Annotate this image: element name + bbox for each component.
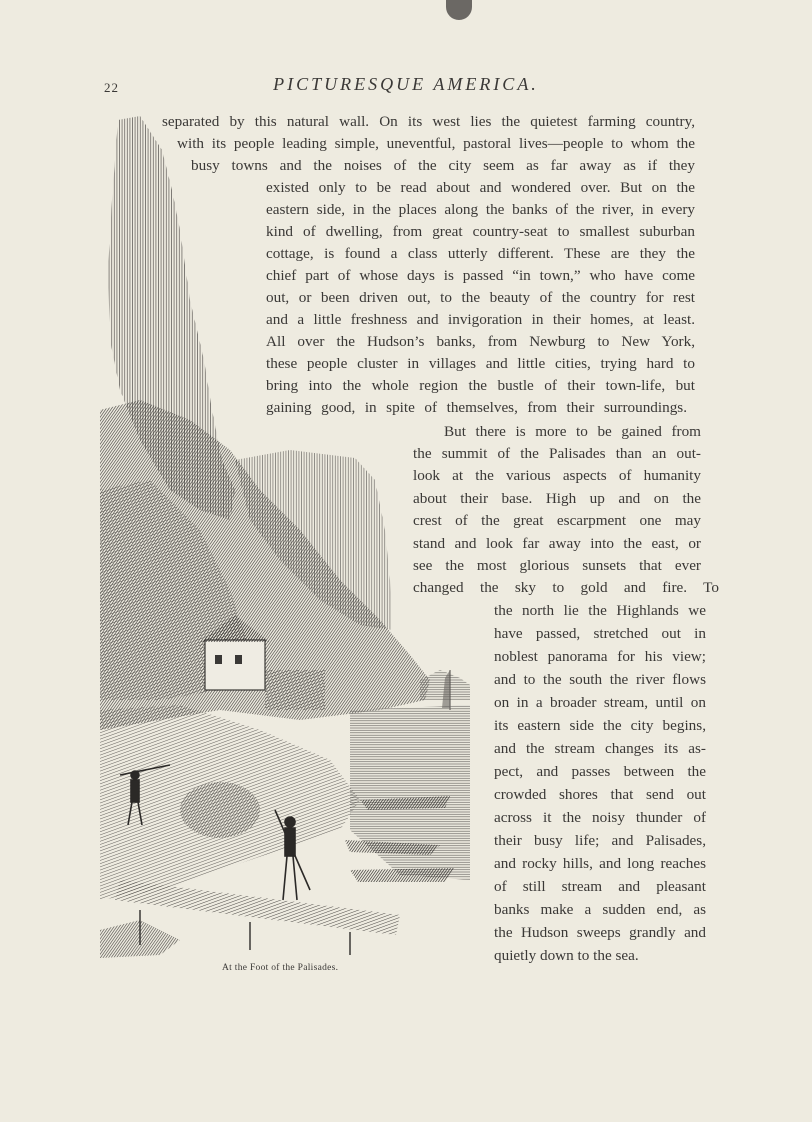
text-line: of still stream and pleasant (494, 878, 706, 895)
text-line: these people cluster in villages and little cities, trying hard to (266, 355, 695, 372)
illustration-caption: At the Foot of the Palisades. (222, 963, 339, 973)
text-line: on in a broader stream, until on (494, 694, 706, 711)
text-line: gaining good, in spite of themselves, from their surroundings. (266, 399, 687, 416)
text-line: about their base. High up and on the (413, 490, 701, 507)
text-line: separated by this natural wall. On its west lies the quietest farming country, (162, 113, 695, 130)
text-line: busy towns and the noises of the city seem as far away as if they (191, 157, 695, 174)
text-line: pect, and passes between the (494, 763, 706, 780)
text-line: look at the various aspects of humanity (413, 467, 701, 484)
text-line: have passed, stretched out in (494, 625, 706, 642)
text-line: noblest panorama for his view; (494, 648, 706, 665)
text-line: crest of the great escarpment one may (413, 512, 701, 529)
text-line: and to the south the river flows (494, 671, 706, 688)
text-line: and the stream changes its as- (494, 740, 706, 757)
text-line: out, or been driven out, to the beauty of the country for rest (266, 289, 695, 306)
text-line: the north lie the Highlands we (494, 602, 706, 619)
text-line: with its people leading simple, uneventful, pastoral lives—people to whom the (177, 135, 695, 152)
text-line: the summit of the Palisades than an out- (413, 445, 701, 462)
text-line: bring into the whole region the bustle of their town-life, but (266, 377, 695, 394)
text-line: across it the noisy thunder of (494, 809, 706, 826)
binding-hole (446, 0, 472, 20)
text-line: existed only to be read about and wondered over. But on the (266, 179, 695, 196)
text-line: see the most glorious sunsets that ever (413, 557, 701, 574)
text-line: kind of dwelling, from great country-seat to smallest suburban (266, 223, 695, 240)
text-line: But there is more to be gained from (444, 423, 701, 440)
running-title: PICTURESQUE AMERICA. (273, 74, 539, 94)
text-line: crowded shores that send out (494, 786, 706, 803)
text-line: changed the sky to gold and fire. To (413, 579, 719, 596)
text-line: its eastern side the city begins, (494, 717, 706, 734)
text-line: stand and look far away into the east, or (413, 535, 701, 552)
text-line: and rocky hills, and long reaches (494, 855, 706, 872)
text-line: All over the Hudson’s banks, from Newburg to New York, (266, 333, 695, 350)
text-line: their busy life; and Palisades, (494, 832, 706, 849)
page-number: 22 (104, 80, 119, 95)
text-line: the Hudson sweeps grandly and (494, 924, 706, 941)
text-line: and a little freshness and invigoration in their homes, at least. (266, 311, 695, 328)
text-line: chief part of whose days is passed “in town,” who have come (266, 267, 695, 284)
text-line: banks make a sudden end, as (494, 901, 706, 918)
text-line: quietly down to the sea. (494, 947, 639, 964)
text-line: eastern side, in the places along the banks of the river, in every (266, 201, 695, 218)
text-line: cottage, is found a class utterly different. These are they the (266, 245, 695, 262)
